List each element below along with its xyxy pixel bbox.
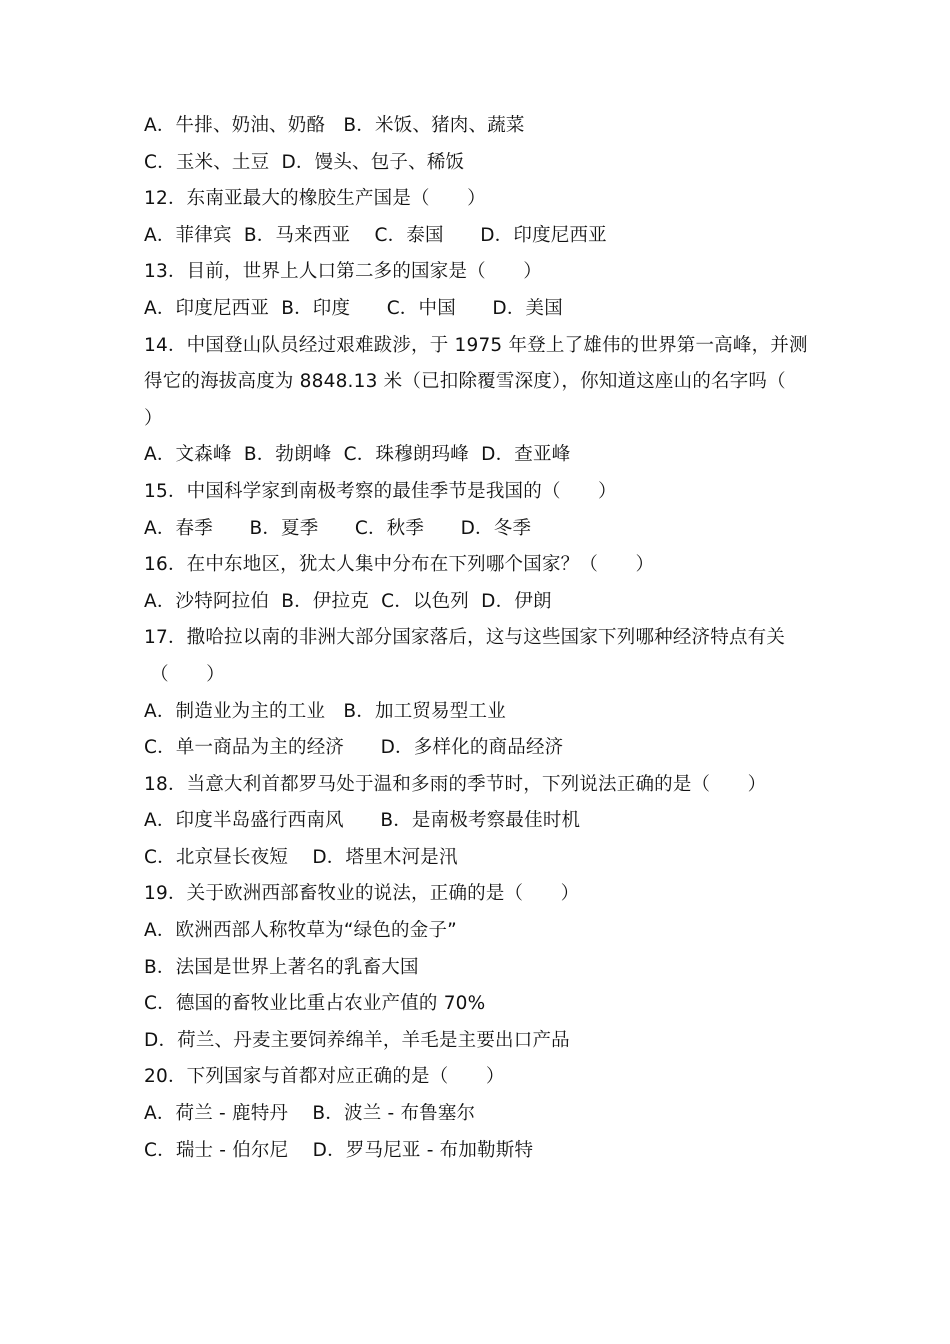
text-line: D．荷兰、丹麦主要饲养绵羊，羊毛是主要出口产品 [144, 1029, 570, 1051]
text-line: B．法国是世界上著名的乳畜大国 [144, 956, 419, 978]
text-line: 20．下列国家与首都对应正确的是（ ） [144, 1066, 505, 1088]
text-line: C．德国的畜牧业比重占农业产值的 70% [144, 993, 486, 1015]
text-line: 14．中国登山队员经过艰难跋涉，于 1975 年登上了雄伟的世界第一高峰，并测 [144, 334, 808, 356]
text-line: A．春季 B．夏季 C．秋季 D．冬季 [144, 517, 532, 539]
text-line: A．印度尼西亚 B．印度 C．中国 D．美国 [144, 297, 563, 319]
question-list [144, 108, 824, 1169]
text-line: C．单一商品为主的经济 D．多样化的商品经济 [144, 737, 564, 759]
text-line: C．瑞士 - 伯尔尼 D．罗马尼亚 - 布加勒斯特 [144, 1139, 534, 1161]
text-line: A．沙特阿拉伯 B．伊拉克 C．以色列 D．伊朗 [144, 590, 552, 612]
text-line: C．北京昼长夜短 D．塔里木河是汛 [144, 846, 458, 868]
text-line: 18．当意大利首都罗马处于温和多雨的季节时，下列说法正确的是（ ） [144, 773, 767, 795]
text-line: A．菲律宾 B．马来西亚 C．泰国 D．印度尼西亚 [144, 224, 607, 246]
text-line: A．印度半岛盛行西南风 B．是南极考察最佳时机 [144, 810, 581, 832]
text-line: ） [144, 407, 163, 429]
text-line: A．制造业为主的工业 B．加工贸易型工业 [144, 700, 506, 722]
text-line: A．文森峰 B．勃朗峰 C．珠穆朗玛峰 D．查亚峰 [144, 444, 571, 466]
text-line: A．牛排、奶油、奶酪 B．米饭、猪肉、蔬菜 [144, 115, 525, 136]
text-line: 12．东南亚最大的橡胶生产国是（ ） [144, 188, 486, 210]
text-line: 13．目前，世界上人口第二多的国家是（ ） [144, 261, 542, 283]
text-line: C．玉米、土豆 D．馒头、包子、稀饭 [144, 151, 465, 173]
text-line: A．荷兰 - 鹿特丹 B．波兰 - 布鲁塞尔 [144, 1103, 476, 1125]
text-line: （ ） [144, 663, 225, 685]
text-line: 16．在中东地区，犹太人集中分布在下列哪个国家？（ ） [144, 554, 655, 576]
text-line: 17．撒哈拉以南的非洲大部分国家落后，这与这些国家下列哪种经济特点有关 [144, 627, 786, 649]
text-line: 15．中国科学家到南极考察的最佳季节是我国的（ ） [144, 480, 617, 502]
text-line: 得它的海拔高度为 8848.13 米（已扣除覆雪深度），你知道这座山的名字吗（ [144, 371, 786, 393]
text-line: 19．关于欧洲西部畜牧业的说法，正确的是（ ） [144, 883, 580, 905]
text-line: A．欧洲西部人称牧草为“绿色的金子” [144, 920, 457, 942]
